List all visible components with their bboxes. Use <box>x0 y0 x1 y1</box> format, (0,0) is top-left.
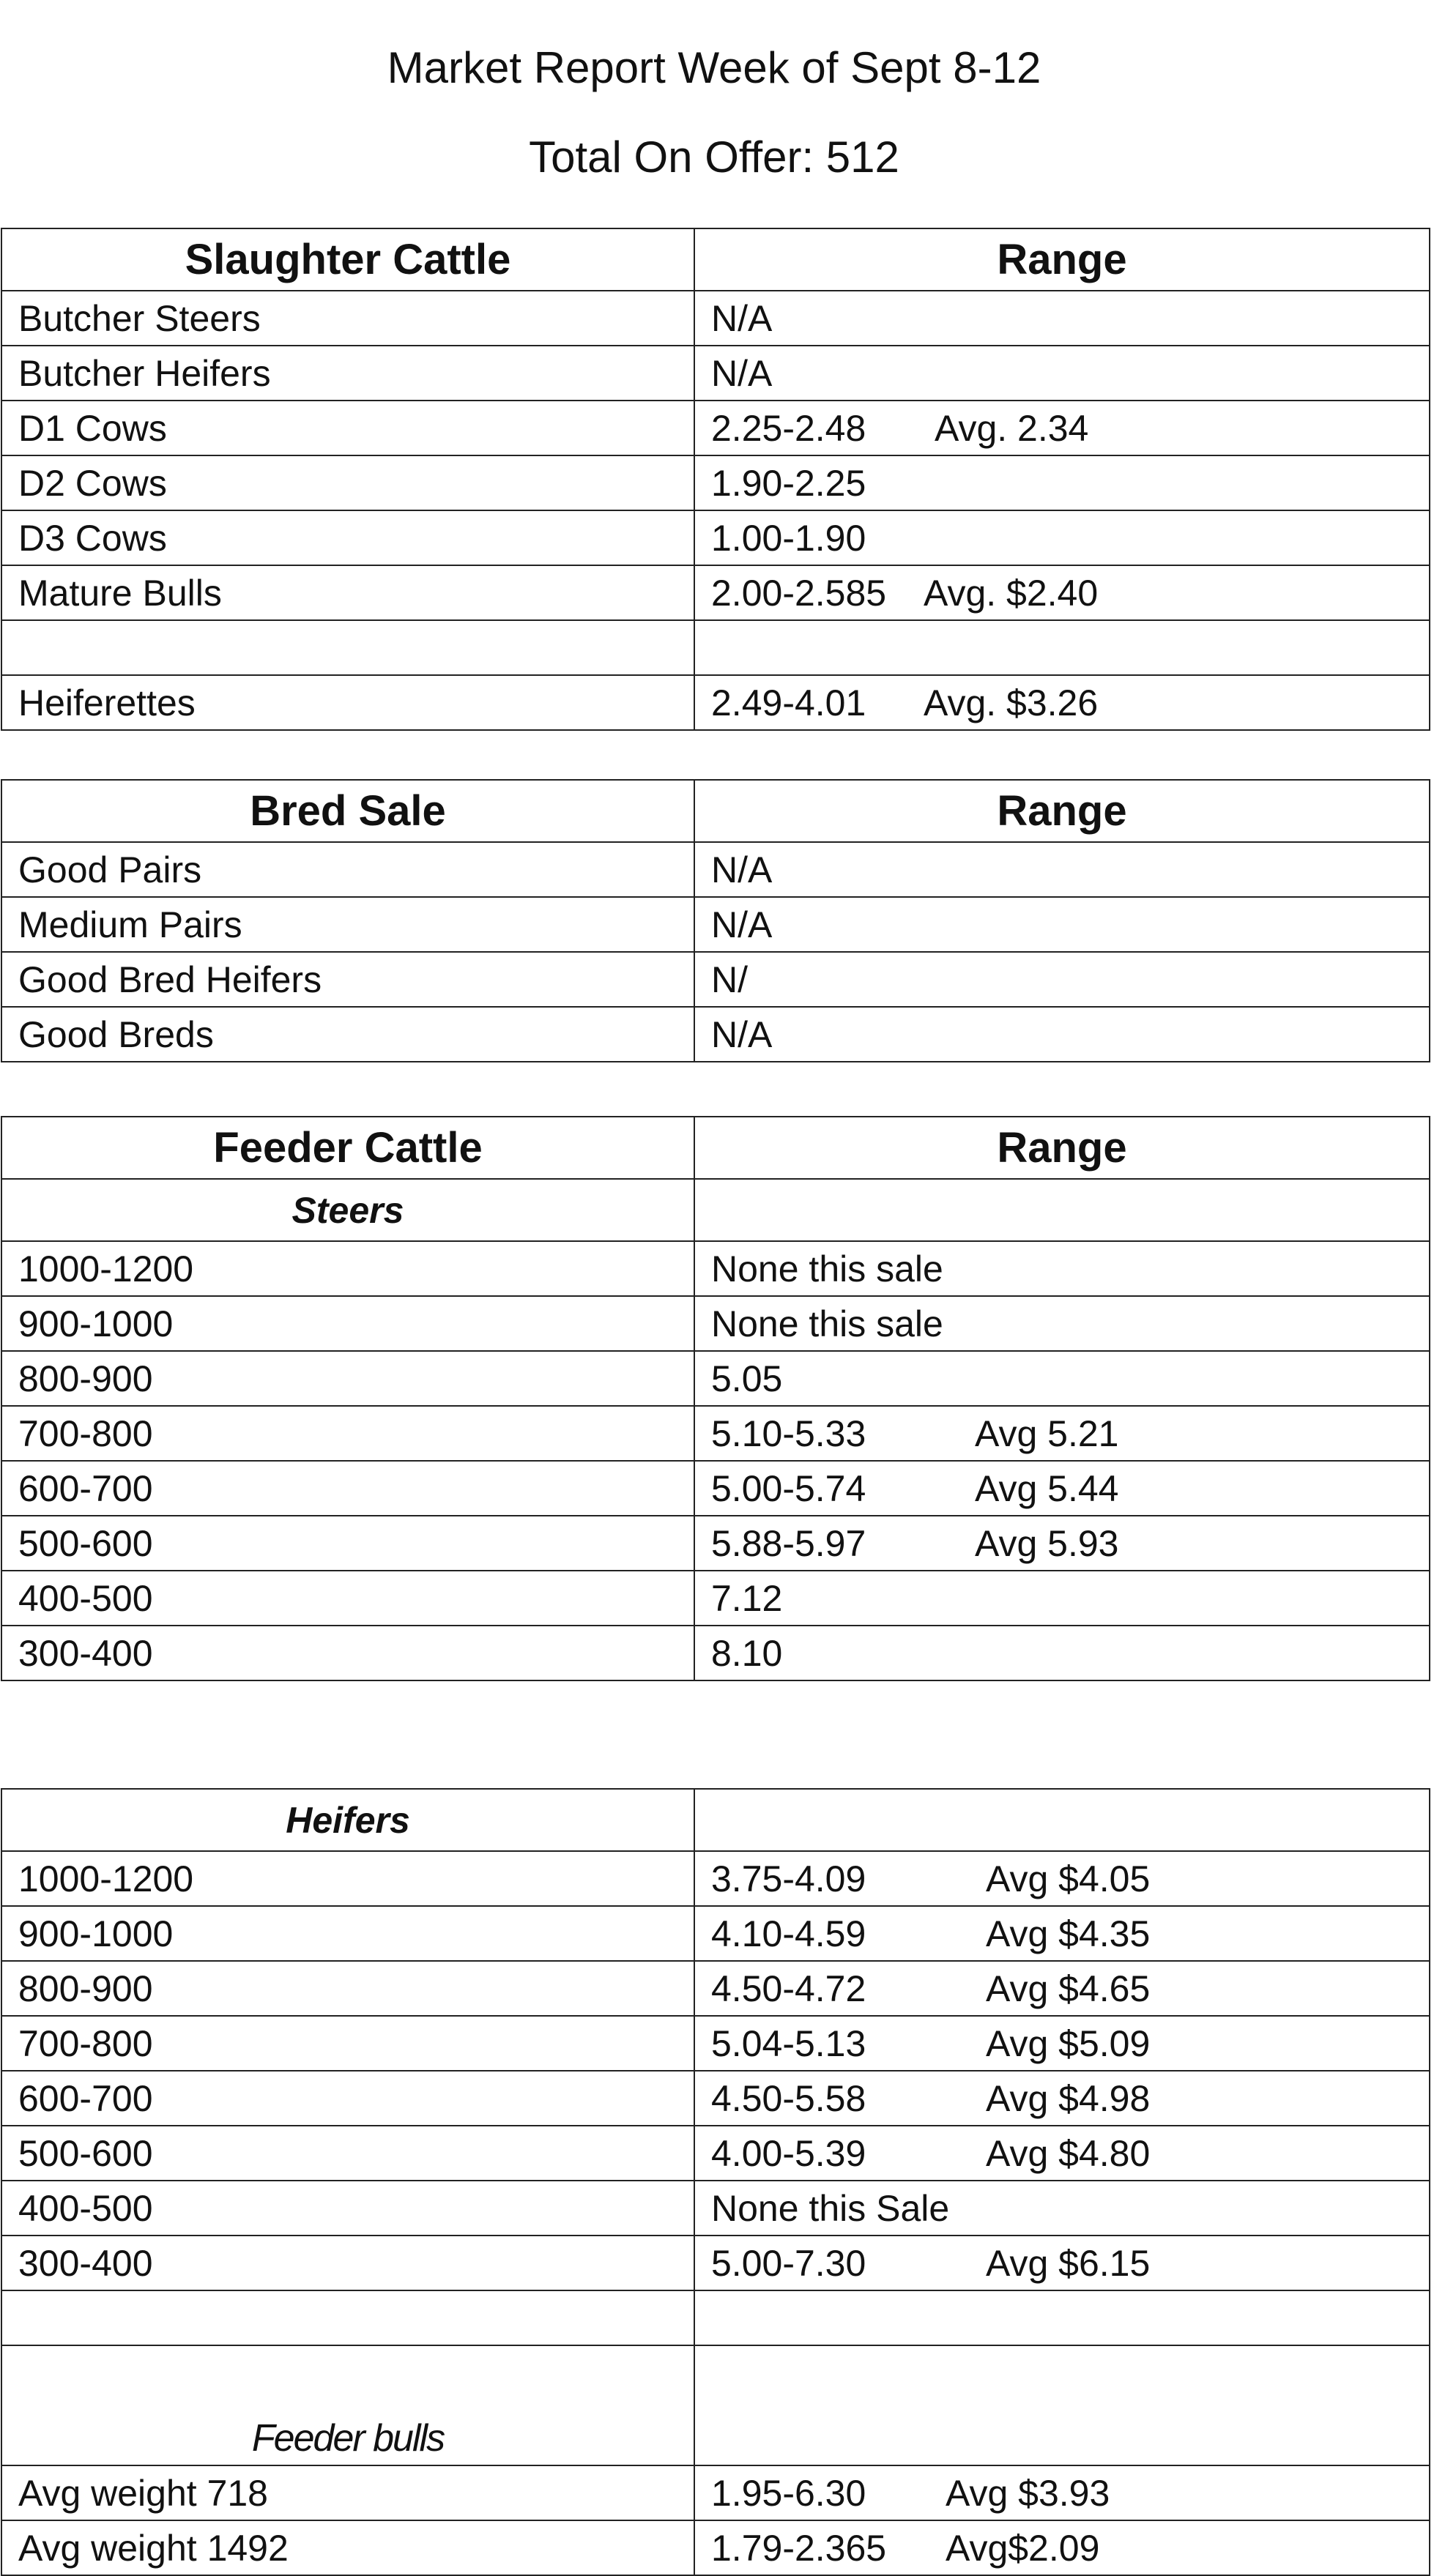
row-label <box>1 2290 694 2345</box>
table-row <box>1 1851 1430 1906</box>
row-label: 500-600 <box>1 1516 694 1571</box>
heifers-subheader-row <box>1 1789 1430 1851</box>
bred-sale-table <box>1 779 1430 1062</box>
row-label: 700-800 <box>1 2016 694 2071</box>
average-price: Avg $4.98 <box>986 2077 1151 2119</box>
row-range-cell <box>694 675 1430 730</box>
row-range-cell <box>694 1906 1430 1961</box>
row-label: 600-700 <box>1 2071 694 2126</box>
price-range: N/ <box>711 958 748 1000</box>
average-price: Avg 5.44 <box>975 1467 1119 1509</box>
row-label: Heiferettes <box>1 675 694 730</box>
price-range: None this sale <box>711 1248 943 1289</box>
average-price: Avg 5.21 <box>975 1412 1119 1454</box>
row-range-cell <box>694 842 1430 897</box>
price-range: 8.10 <box>711 1632 783 1674</box>
empty-cell <box>694 1179 1430 1241</box>
steers-label: Steers <box>1 1179 694 1241</box>
price-range: 4.50-5.58 <box>711 2077 866 2119</box>
header-range: Range <box>694 1117 1430 1179</box>
row-range-cell <box>694 1007 1430 1062</box>
table-row <box>1 1351 1430 1406</box>
price-range: 1.79-2.365 <box>711 2527 887 2569</box>
row-range-cell <box>694 1296 1430 1351</box>
empty-cell <box>694 2345 1430 2465</box>
heifers-label: Heifers <box>1 1789 694 1851</box>
row-range-cell <box>694 1351 1430 1406</box>
table-row <box>1 2016 1430 2071</box>
row-label: 800-900 <box>1 1351 694 1406</box>
row-range-cell <box>694 952 1430 1007</box>
row-label: 400-500 <box>1 1571 694 1626</box>
table-row <box>1 2126 1430 2181</box>
row-range-cell <box>694 897 1430 952</box>
row-label: Avg weight 1492 <box>1 2520 694 2575</box>
table-row <box>1 346 1430 401</box>
table-row <box>1 952 1430 1007</box>
row-label: Mature Bulls <box>1 565 694 620</box>
row-range-cell <box>694 291 1430 346</box>
price-range: N/A <box>711 849 773 890</box>
average-price: Avg. 2.34 <box>935 407 1089 449</box>
row-label: D3 Cows <box>1 510 694 565</box>
price-range: None this sale <box>711 1303 943 1344</box>
steers-subheader-row <box>1 1179 1430 1241</box>
price-range: 4.00-5.39 <box>711 2132 866 2174</box>
table-row <box>1 510 1430 565</box>
table-row <box>1 1007 1430 1062</box>
row-range-cell <box>694 1626 1430 1680</box>
header-range: Range <box>694 780 1430 842</box>
table-header <box>1 1117 1430 1179</box>
row-label <box>1 620 694 675</box>
row-range-cell <box>694 2465 1430 2520</box>
row-label: 500-600 <box>1 2126 694 2181</box>
table-row <box>1 2236 1430 2290</box>
price-range: 1.95-6.30 <box>711 2472 866 2514</box>
row-label: 1000-1200 <box>1 1241 694 1296</box>
row-label: Avg weight 718 <box>1 2465 694 2520</box>
row-range-cell <box>694 2126 1430 2181</box>
row-label: 400-500 <box>1 2181 694 2236</box>
row-range-cell <box>694 2071 1430 2126</box>
table-row <box>1 291 1430 346</box>
row-range-cell <box>694 2290 1430 2345</box>
price-range: 3.75-4.09 <box>711 1858 866 1899</box>
average-price: Avg $4.65 <box>986 1968 1151 2009</box>
price-range: 1.00-1.90 <box>711 517 866 559</box>
price-range: 5.10-5.33 <box>711 1412 866 1454</box>
row-range-cell <box>694 1516 1430 1571</box>
table-row <box>1 1571 1430 1626</box>
row-range-cell <box>694 1961 1430 2016</box>
table-header <box>1 780 1430 842</box>
table-row <box>1 1626 1430 1680</box>
row-range-cell <box>694 401 1430 455</box>
row-label: 800-900 <box>1 1961 694 2016</box>
heifers-table <box>1 1788 1430 2576</box>
price-range: 1.90-2.25 <box>711 462 866 504</box>
price-range: N/A <box>711 904 773 945</box>
row-label: D2 Cows <box>1 455 694 510</box>
price-range: 5.00-7.30 <box>711 2242 866 2284</box>
price-range: 2.00-2.585 <box>711 572 887 614</box>
table-row <box>1 1906 1430 1961</box>
row-label: 600-700 <box>1 1461 694 1516</box>
row-label: 900-1000 <box>1 1296 694 1351</box>
average-price: Avg$2.09 <box>946 2527 1100 2569</box>
row-range-cell <box>694 1241 1430 1296</box>
price-range: None this Sale <box>711 2187 950 2229</box>
table-row <box>1 1516 1430 1571</box>
header-category: Feeder Cattle <box>1 1117 694 1179</box>
price-range: 4.50-4.72 <box>711 1968 866 2009</box>
feeder-cattle-table <box>1 1116 1430 1681</box>
average-price: Avg $4.05 <box>986 1858 1151 1899</box>
row-label: 1000-1200 <box>1 1851 694 1906</box>
row-label: Good Breds <box>1 1007 694 1062</box>
row-range-cell <box>694 1851 1430 1906</box>
price-range: 5.04-5.13 <box>711 2022 866 2064</box>
table-row <box>1 1461 1430 1516</box>
row-range-cell <box>694 1406 1430 1461</box>
price-range: 4.10-4.59 <box>711 1913 866 1954</box>
row-range-cell <box>694 620 1430 675</box>
price-range: 7.12 <box>711 1577 783 1619</box>
table-row <box>1 2071 1430 2126</box>
row-label: 900-1000 <box>1 1906 694 1961</box>
average-price: Avg. $3.26 <box>924 682 1099 723</box>
row-range-cell <box>694 2016 1430 2071</box>
row-label: Good Bred Heifers <box>1 952 694 1007</box>
row-label: 300-400 <box>1 2236 694 2290</box>
report-title: Market Report Week of Sept 8-12 <box>387 43 1041 92</box>
row-range-cell <box>694 346 1430 401</box>
table-row <box>1 620 1430 675</box>
row-range-cell <box>694 1461 1430 1516</box>
table-row <box>1 842 1430 897</box>
price-range: 5.88-5.97 <box>711 1522 866 1564</box>
header-range: Range <box>694 228 1430 291</box>
row-range-cell <box>694 1571 1430 1626</box>
table-row <box>1 2465 1430 2520</box>
price-range: 2.25-2.48 <box>711 407 866 449</box>
table-header <box>1 228 1430 291</box>
average-price: Avg $4.35 <box>986 1913 1151 1954</box>
table-row <box>1 675 1430 730</box>
table-row <box>1 2290 1430 2345</box>
total-on-offer: Total On Offer: 512 <box>529 133 899 182</box>
table-row <box>1 1241 1430 1296</box>
average-price: Avg $3.93 <box>946 2472 1110 2514</box>
table-row <box>1 455 1430 510</box>
price-range: 5.00-5.74 <box>711 1467 866 1509</box>
price-range: N/A <box>711 297 773 339</box>
row-label: Butcher Steers <box>1 291 694 346</box>
table-row <box>1 1961 1430 2016</box>
average-price: Avg $4.80 <box>986 2132 1151 2174</box>
row-range-cell <box>694 565 1430 620</box>
header-category: Bred Sale <box>1 780 694 842</box>
row-label: 700-800 <box>1 1406 694 1461</box>
average-price: Avg $5.09 <box>986 2022 1151 2064</box>
row-range-cell <box>694 455 1430 510</box>
price-range: 5.05 <box>711 1358 783 1399</box>
row-label: Butcher Heifers <box>1 346 694 401</box>
price-range: N/A <box>711 352 773 394</box>
table-row <box>1 2181 1430 2236</box>
feeder-bulls-label: Feeder bulls <box>1 2345 694 2465</box>
table-row <box>1 565 1430 620</box>
table-row <box>1 897 1430 952</box>
price-range: 2.49-4.01 <box>711 682 866 723</box>
slaughter-cattle-table <box>1 228 1430 731</box>
empty-cell <box>694 1789 1430 1851</box>
row-label: D1 Cows <box>1 401 694 455</box>
header-category: Slaughter Cattle <box>1 228 694 291</box>
average-price: Avg $6.15 <box>986 2242 1151 2284</box>
row-label: 300-400 <box>1 1626 694 1680</box>
feeder-bulls-subheader-row <box>1 2345 1430 2465</box>
table-row <box>1 1406 1430 1461</box>
row-range-cell <box>694 2520 1430 2575</box>
price-range: N/A <box>711 1013 773 1055</box>
row-range-cell <box>694 2181 1430 2236</box>
table-row <box>1 2520 1430 2575</box>
table-row <box>1 1296 1430 1351</box>
row-label: Good Pairs <box>1 842 694 897</box>
average-price: Avg. $2.40 <box>924 572 1099 614</box>
row-range-cell <box>694 2236 1430 2290</box>
average-price: Avg 5.93 <box>975 1522 1119 1564</box>
table-row <box>1 401 1430 455</box>
row-range-cell <box>694 510 1430 565</box>
row-label: Medium Pairs <box>1 897 694 952</box>
